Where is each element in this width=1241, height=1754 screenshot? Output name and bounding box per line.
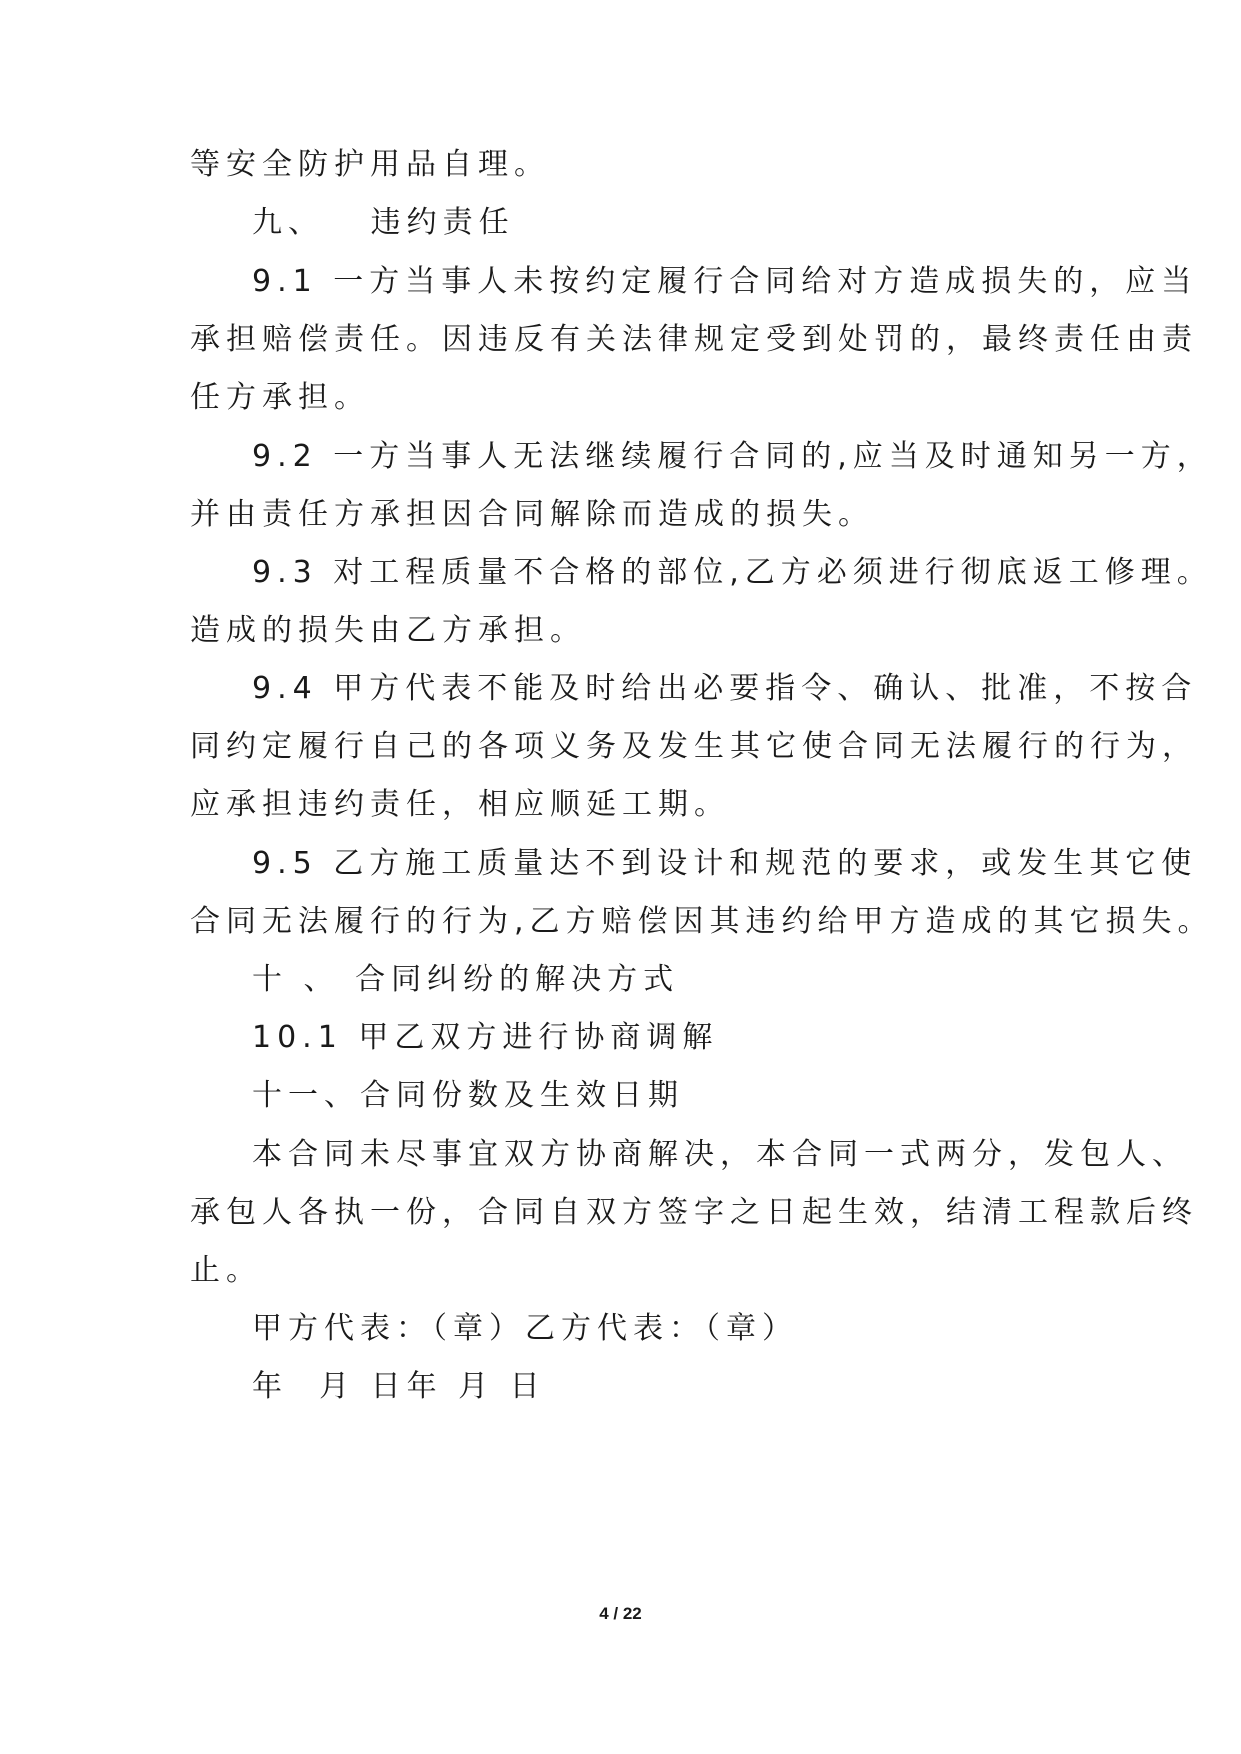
text-line: 本合同未尽事宜双方协商解决，本合同一式两分，发包人、 <box>252 1137 1188 1172</box>
text-line: 9.2 一方当事人无法继续履行合同的,应当及时通知另一方， <box>252 439 1213 474</box>
text-line: 10.1 甲乙双方进行协商调解 <box>252 1020 719 1055</box>
text-line: 承担赔偿责任。因违反有关法律规定受到处罚的，最终责任由责 <box>190 322 1198 357</box>
text-line: 9.1 一方当事人未按约定履行合同给对方造成损失的，应当 <box>252 264 1198 299</box>
text-line: 造成的损失由乙方承担。 <box>190 613 586 648</box>
text-line: 止。 <box>190 1253 262 1288</box>
text-line: 等安全防护用品自理。 <box>190 147 550 182</box>
text-line: 9.4 甲方代表不能及时给出必要指令、确认、批准，不按合 <box>252 671 1198 706</box>
text-line: 9.3 对工程质量不合格的部位,乙方必须进行彻底返工修理。 <box>252 555 1213 590</box>
text-line: 并由责任方承担因合同解除而造成的损失。 <box>190 497 874 532</box>
section-heading: 十一、合同份数及生效日期 <box>252 1078 684 1113</box>
signature-line: 甲方代表：（章）乙方代表：（章） <box>252 1311 798 1346</box>
text-line: 合同无法履行的行为,乙方赔偿因其违约给甲方造成的其它损失。 <box>190 904 1214 939</box>
text-line: 承包人各执一份，合同自双方签字之日起生效，结清工程款后终 <box>190 1195 1198 1230</box>
text-line: 应承担违约责任，相应顺延工期。 <box>190 787 730 822</box>
page-number: 4 / 22 <box>599 1604 642 1623</box>
text-line: 9.5 乙方施工质量达不到设计和规范的要求，或发生其它使 <box>252 846 1198 881</box>
date-line: 年 月 日年 月 日 <box>252 1369 546 1404</box>
section-heading: 十 、 合同纠纷的解决方式 <box>252 962 680 997</box>
text-line: 任方承担。 <box>190 380 370 415</box>
text-line: 同约定履行自己的各项义务及发生其它使合同无法履行的行为， <box>190 729 1198 764</box>
section-heading: 九、 违约责任 <box>252 205 515 240</box>
